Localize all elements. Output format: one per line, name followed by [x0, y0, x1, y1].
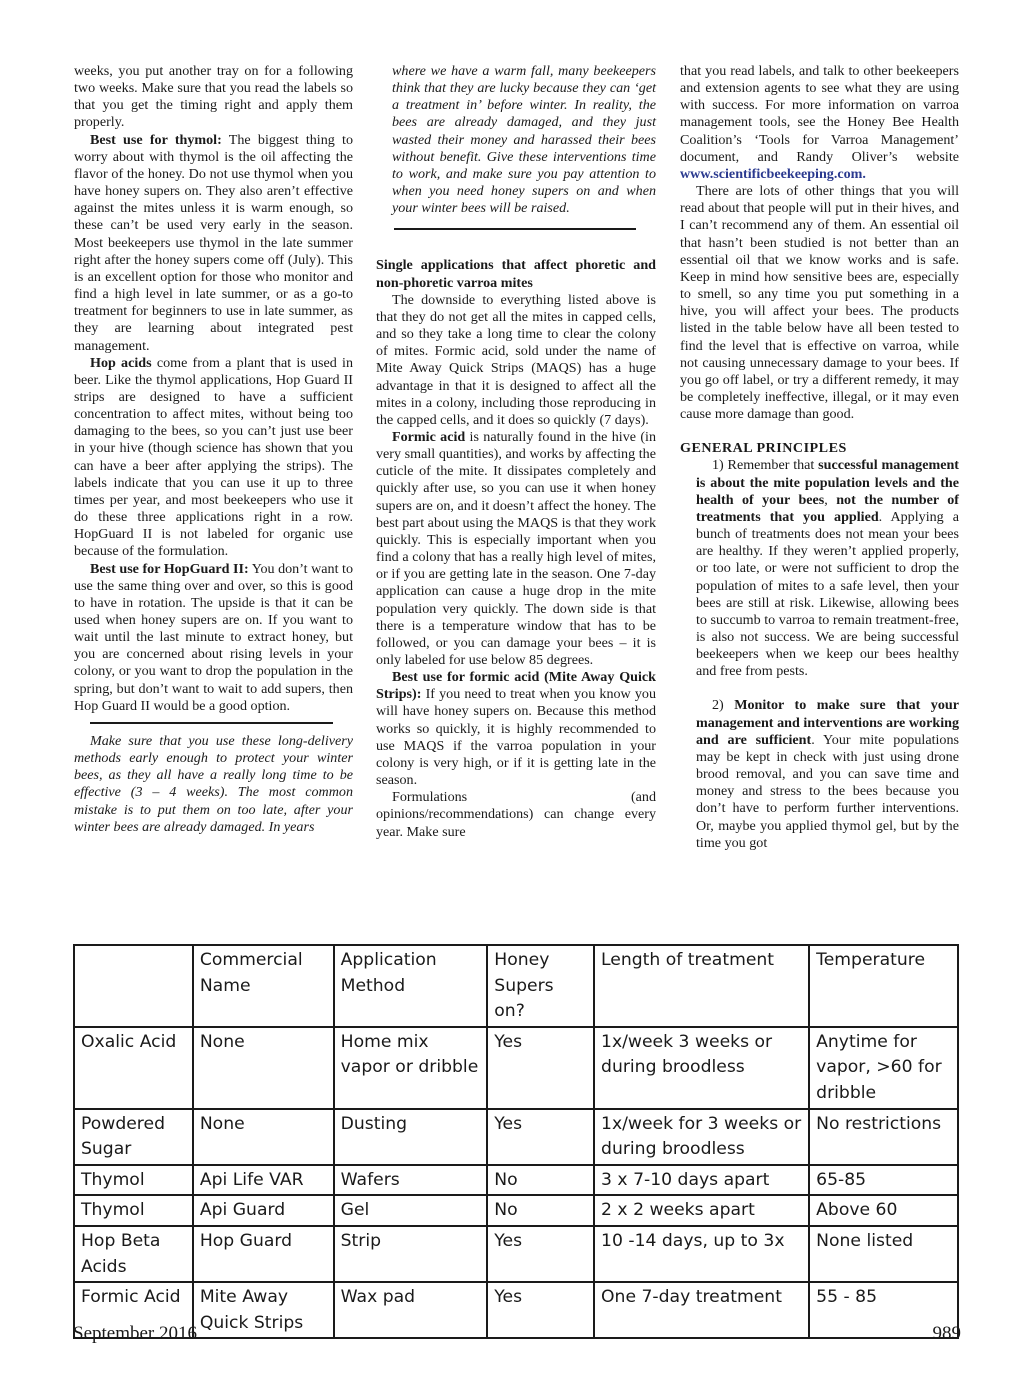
paragraph-text: is naturally found in the hive (in very small quantities), and works by affecting the cuticle of the mite. It dissipates completely and quickly after use, so you can use it when honey supers are on, and it doesn’t affect the honey. The best part about using the MAQS is that they work quickly. This is especially important when you find a colony that has a really high level of mites, or if you are getting late in the season. One 7-day application can cause a huge drop in the mite population very quickly. The down side is that there is a temperature window that has to be followed, or you can damage your bees – it is only labeled for use below 85 degrees.: [376, 428, 657, 668]
callout-divider: [90, 722, 333, 724]
table-cell: Anytime for vapor, >60 for dribble: [809, 1027, 958, 1109]
table-row: [74, 1109, 958, 1165]
callout-box: [74, 733, 353, 836]
item-text: 2): [712, 697, 735, 714]
callout-divider: [394, 228, 636, 230]
treatment-table-body: [74, 945, 958, 1338]
table-cell: 65-85: [809, 1165, 958, 1196]
paragraph-thymol-best-use: [74, 132, 353, 355]
table-cell: Strip: [334, 1226, 488, 1282]
article-column-2: [376, 63, 656, 841]
table-cell: Wafers: [334, 1165, 488, 1196]
paragraph: The downside to everything listed above is that they do not get all the mites in capped cells, and so they take a long time to clear the colony of mites. Formic acid, sold under the name of Mite Away Quick Strips (MAQS) has a huge advantage in that it is designed to affect all the mites in a colony, including those reproducing in the capped cells, and it does so quickly (7 days).: [376, 291, 656, 428]
table-cell: No: [487, 1195, 594, 1226]
table-cell: 55 - 85: [809, 1282, 958, 1338]
paragraph-text: that you read labels, and talk to other beekeepers and extension agents to see what they are using with success. For more information on varroa management tools, see the Honey Bee Health Coalition’s ‘Tools for Varroa Management’ document, and Randy Oliver’s website: [680, 63, 959, 165]
table-row: [74, 1165, 958, 1196]
table-cell: Api Life VAR: [193, 1165, 334, 1196]
table-cell: None: [193, 1027, 334, 1109]
table-row: [74, 1282, 958, 1338]
table-cell: One 7-day treatment: [594, 1282, 809, 1338]
table-cell: 3 x 7-10 days apart: [594, 1165, 809, 1196]
table-cell: No: [487, 1165, 594, 1196]
item-emphasis: Monitor to make sure that your management and interventions are working and are sufficient: [696, 697, 959, 748]
principle-item-2: [680, 697, 959, 851]
paragraph-text: come from a plant that is used in beer. Like the thymol applications, Hop Guard II strips are designed to have a sufficient concentration to affect mites, without being too damaging to the bees, so you can’t just use beer in your hive (though science has shown that you can have a beer after applying the strips). The labels indicate that you can use it up to three times per year, and most beekeepers who use it do these three applications right in a row. HopGuard II is not labeled for organic use because of the formulation.: [74, 354, 353, 560]
callout-box-continued: [376, 63, 656, 217]
table-cell: Hop Guard: [193, 1226, 334, 1282]
website-link[interactable]: www.scientificbeekeeping.com.: [680, 165, 866, 182]
item-text: 1) Remember that: [712, 457, 819, 474]
paragraph-hop-acids: [74, 355, 353, 561]
table-cell: Oxalic Acid: [74, 1027, 193, 1109]
table-cell: Home mix vapor or dribble: [334, 1027, 488, 1109]
paragraph-text: You don’t want to use the same thing over and over, so this is good to have in rotation. The upside is that it can be used when honey supers are on. If you want to wait until the last minute to extract honey, but you are concerned about rising levels in your colony, or you want to drop the population in the spring, but don’t want to wait to add supers, then Hop Guard II would be a good option.: [74, 560, 353, 714]
table-cell: Hop Beta Acids: [74, 1226, 193, 1282]
table-header-cell: Application Method: [334, 945, 488, 1027]
item-emphasis: successful management is about the mite population levels and the health of your bees: [696, 457, 959, 508]
table-row: [74, 1226, 958, 1282]
page-number: 989: [932, 1323, 961, 1344]
table-cell: No restrictions: [809, 1109, 958, 1165]
paragraph-text: The biggest thing to worry about with thymol is the oil affecting the flavor of the honey. Do not use thymol when you have honey supers on. They also aren’t effective against the mites unless it is warm enough, so these can’t be used very early in the season. Most beekeepers use thymol in the late summer right after the honey supers come off (July). This is an excellent option for those who monitor and find a high level in late summer, or as a go-to treatment for beginners to use in late summer, as they are learning about integrated pest management.: [74, 131, 353, 354]
table-cell: 10 -14 days, up to 3x: [594, 1226, 809, 1282]
table-cell: Yes: [487, 1109, 594, 1165]
item-text: . Your mite populations may be kept in check with just using drone brood removal, and you can save time and money and stress to the bees because you don’t have to perform further interventions. Or, maybe you applied thymol gel, but by the time you got: [696, 731, 959, 851]
paragraph: Formulations (and opinions/recommendations) can change every year. Make sure: [376, 789, 656, 840]
run-in-heading: Best use for formic acid (Mite Away Quick Strips):: [376, 669, 656, 703]
paragraph: There are lots of other things that you will read about that people will put in their hives, and I can’t recommend any of them. An essential oil that hasn’t been studied is not better than an essential oil that we know works and is safe. Keep in mind how sensitive bees are, especially to smell, so any time you put something in a hive, you will affect your bees. The products listed in the table below have all been tested to find the level that is effective on varroa, while not causing unnecessary damage to your bees. If you go off label, or try a different remedy, it may be completely ineffective, illegal, or it may even cause more damage than good.: [680, 183, 959, 423]
table-cell: 1x/week for 3 weeks or during broodless: [594, 1109, 809, 1165]
table-cell: 2 x 2 weeks apart: [594, 1195, 809, 1226]
item-text: ,: [824, 491, 837, 508]
table-cell: Above 60: [809, 1195, 958, 1226]
table-header-cell: Commercial Name: [193, 945, 334, 1027]
run-in-heading: Formic acid: [392, 428, 466, 445]
item-text: . Applying a bunch of treatments does not mean your bees are healthy. If they weren’t applied properly, or too late, or were not sufficient to drop the population of mites to a safe level, then your bees are still at risk. Likewise, allowing bees to succumb to varroa to remain treatment-free, is also not success. We are being successful beekeepers when we keep our bees healthy and free from pests.: [696, 508, 959, 680]
article-column-3: [680, 63, 959, 852]
table-cell: 1x/week 3 weeks or during broodless: [594, 1027, 809, 1109]
table-cell: Dusting: [334, 1109, 488, 1165]
table-row: [74, 1195, 958, 1226]
table-cell: Formic Acid: [74, 1282, 193, 1338]
section-heading: Single applications that affect phoretic and non-phoretic varroa mites: [376, 257, 656, 291]
table-header-cell: Temperature: [809, 945, 958, 1027]
table-header-row: [74, 945, 958, 1027]
paragraph-text: If you need to treat when you know you will have honey supers on. Because this method works so quickly, it is highly recommended to use MAQS if the varroa population in your colony is very high, or if it is getting late in the season.: [376, 686, 656, 789]
table-header-cell: [74, 945, 193, 1027]
table-cell: Yes: [487, 1226, 594, 1282]
table-cell: Yes: [487, 1282, 594, 1338]
callout-text: Make sure that you use these long-delivery methods early enough to protect your winter bees, as they all have a really long time to be effective (3 – 4 weeks). The most common mistake is to put them on too late, after your winter bees are already damaged. In years: [74, 732, 353, 835]
run-in-heading: Best use for HopGuard II:: [90, 560, 249, 577]
treatment-table: [73, 944, 959, 1339]
table-cell: Mite Away Quick Strips: [193, 1282, 334, 1338]
paragraph: weeks, you put another tray on for a following two weeks. Make sure that you read the labels so that you get the timing right and apply them properly.: [74, 63, 353, 131]
callout-text: where we have a warm fall, many beekeepers think that they are lucky because they can ‘get a treatment in’ before winter. In reality, the bees are already damaged, and they just wasted their money and harassed their bees without benefit. Give these interventions time to work, and make sure you pay attention to when you need honey supers on and when your winter bees will be raised.: [392, 63, 656, 217]
table-cell: Api Guard: [193, 1195, 334, 1226]
paragraph-hopguard-best-use: [74, 561, 353, 715]
table-header-cell: Honey Supers on?: [487, 945, 594, 1027]
table-cell: Wax pad: [334, 1282, 488, 1338]
table-cell: Yes: [487, 1027, 594, 1109]
paragraph-formic-best-use: [376, 669, 656, 789]
run-in-heading: Best use for thymol:: [90, 131, 222, 148]
table-cell: None: [193, 1109, 334, 1165]
table-cell: None listed: [809, 1226, 958, 1282]
section-heading: GENERAL PRINCIPLES: [680, 440, 847, 457]
table-cell: Gel: [334, 1195, 488, 1226]
table-cell: Thymol: [74, 1195, 193, 1226]
principle-item-1: [680, 457, 959, 680]
article-column-1: [74, 63, 353, 836]
footer-date: September 2016: [73, 1323, 198, 1344]
table-cell: Thymol: [74, 1165, 193, 1196]
table-header-cell: Length of treatment: [594, 945, 809, 1027]
paragraph-formic-acid: [376, 429, 656, 669]
run-in-heading: Hop acids: [90, 354, 152, 371]
paragraph: [680, 63, 959, 183]
table-row: [74, 1027, 958, 1109]
item-emphasis: not the number of treatments that you applied: [696, 491, 960, 525]
table-cell: Powdered Sugar: [74, 1109, 193, 1165]
